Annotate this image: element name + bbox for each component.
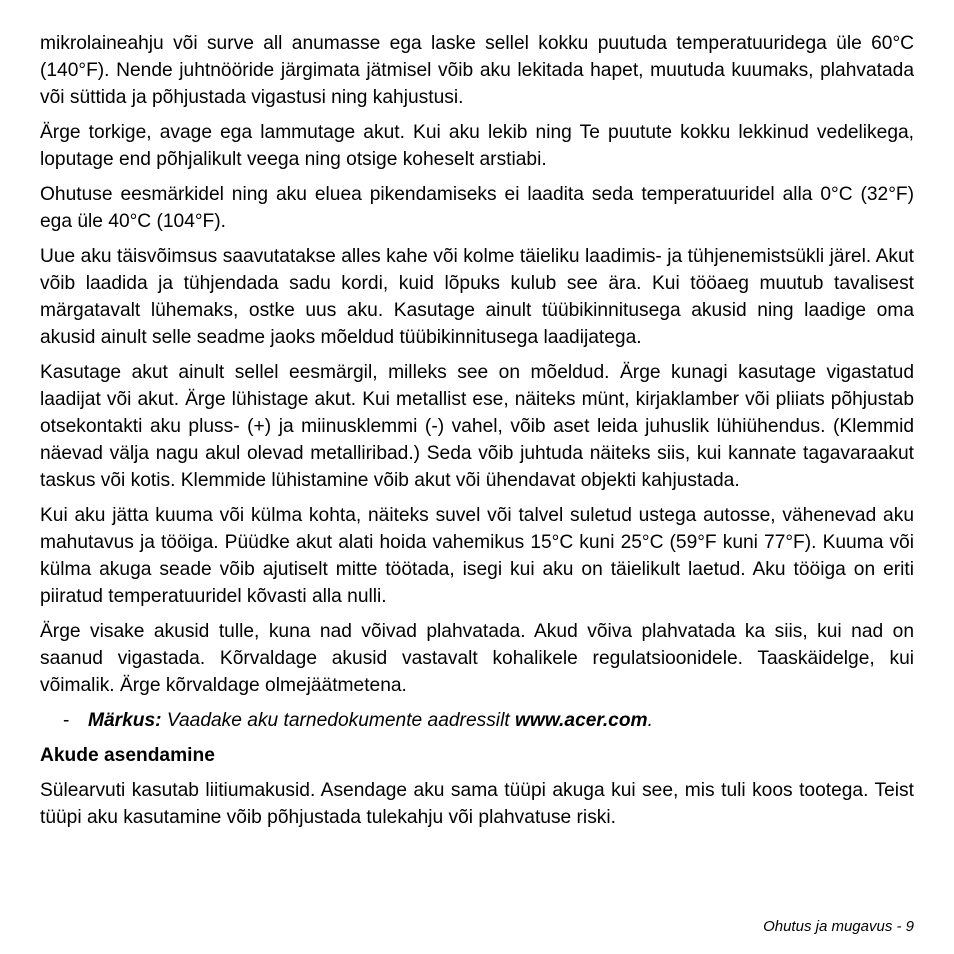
note-url-link[interactable]: www.acer.com (515, 710, 648, 731)
paragraph-battery-leak: Ärge torkige, avage ega lammutage akut. Kui aku lekib ning Te puutute kokku lekkinud vedelikega, loputage end põhjalikult veega ning otsige koheselt arstiabi. (40, 122, 914, 170)
note-dash: - (63, 710, 70, 731)
paragraph-battery-heat: mikrolaineahju või surve all anumasse ega laske sellel kokku puutuda temperatuuridega üle 60°C (140°F). Nende juhtnööride järgimata jätmisel võib aku lekitada hapet, muutuda kuumaks, plahvatada või süttida ja põhjustada vigastusi ning kahjustusi. (40, 33, 914, 108)
note-text: Vaadake aku tarnedokumente aadressilt (161, 710, 515, 731)
paragraph-battery-storage: Kui aku jätta kuuma või külma kohta, näiteks suvel või talvel suletud ustega autosse, vähenevad aku mahutavus ja tööiga. Püüdke akut alati hoida vahemikus 15°C kuni 25°C (59°F kuni 77°F). Kuuma või külma akuga seade võib ajutiselt mitte töötada, isegi kui aku on täielikult laetud. Aku tööiga on eriti piiratud temperatuuridel kõvasti alla nulli. (40, 505, 914, 607)
paragraph-battery-capacity: Uue aku täisvõimsus saavutatakse alles kahe või kolme täieliku laadimis- ja tühjenemistsükli järel. Akut võib laadida ja tühjendada sadu kordi, kuid lõpuks kulub see ära. Kui tööaeg muutub tavalisest märgatavalt lühemaks, ostke uus aku. Kasutage ainult tüübikinnitusega akusid ning laadige oma akusid ainult selle seadme jaoks mõeldud tüübikinnitusega laadijatega. (40, 246, 914, 348)
note-label: Märkus: (88, 710, 162, 731)
paragraph-battery-replacement: Sülearvuti kasutab liitiumakusid. Asendage aku sama tüüpi akuga kui see, mis tuli koos tootega. Teist tüüpi aku kasutamine võib põhjustada tulekahju või plahvatuse riski. (40, 780, 914, 828)
page-body (40, 30, 914, 839)
note-end: . (647, 710, 653, 731)
paragraph-battery-usage: Kasutage akut ainult sellel eesmärgil, milleks see on mõeldud. Ärge kunagi kasutage vigastatud laadijat või akut. Ärge lühistage akut. Kui metallist ese, näiteks münt, kirjaklamber või pliiats põhjustab otsekontakti aku pluss- (+) ja miinusklemmi (-) vahel, võib aset leida juhuslik lühiühendus. (Klemmid näevad välja nagu akul olevad metalliribad.) Seda võib juhtuda näiteks siis, kui kannate tagavaraakut taskus või kotis. Klemmide lühistamine võib akut või ühendavat objekti kahjustada. (40, 362, 914, 491)
paragraph-battery-disposal: Ärge visake akusid tulle, kuna nad võivad plahvatada. Akud võiva plahvatada ka siis, kui nad on saanud vigastada. Kõrvaldage akusid vastavalt kohalikele regulatsioonidele. Taaskäidelge, kui võimalik. Ärge kõrvaldage olmejäätmetena. (40, 621, 914, 696)
note-body (88, 707, 653, 734)
page-footer: Ohutus ja mugavus - 9 (763, 918, 914, 935)
section-heading: Akude asendamine (40, 745, 215, 766)
note (40, 707, 914, 734)
paragraph-charge-temperature: Ohutuse eesmärkidel ning aku eluea pikendamiseks ei laadita seda temperatuuridel alla 0°C (32°F) ega üle 40°C (104°F). (40, 184, 914, 232)
